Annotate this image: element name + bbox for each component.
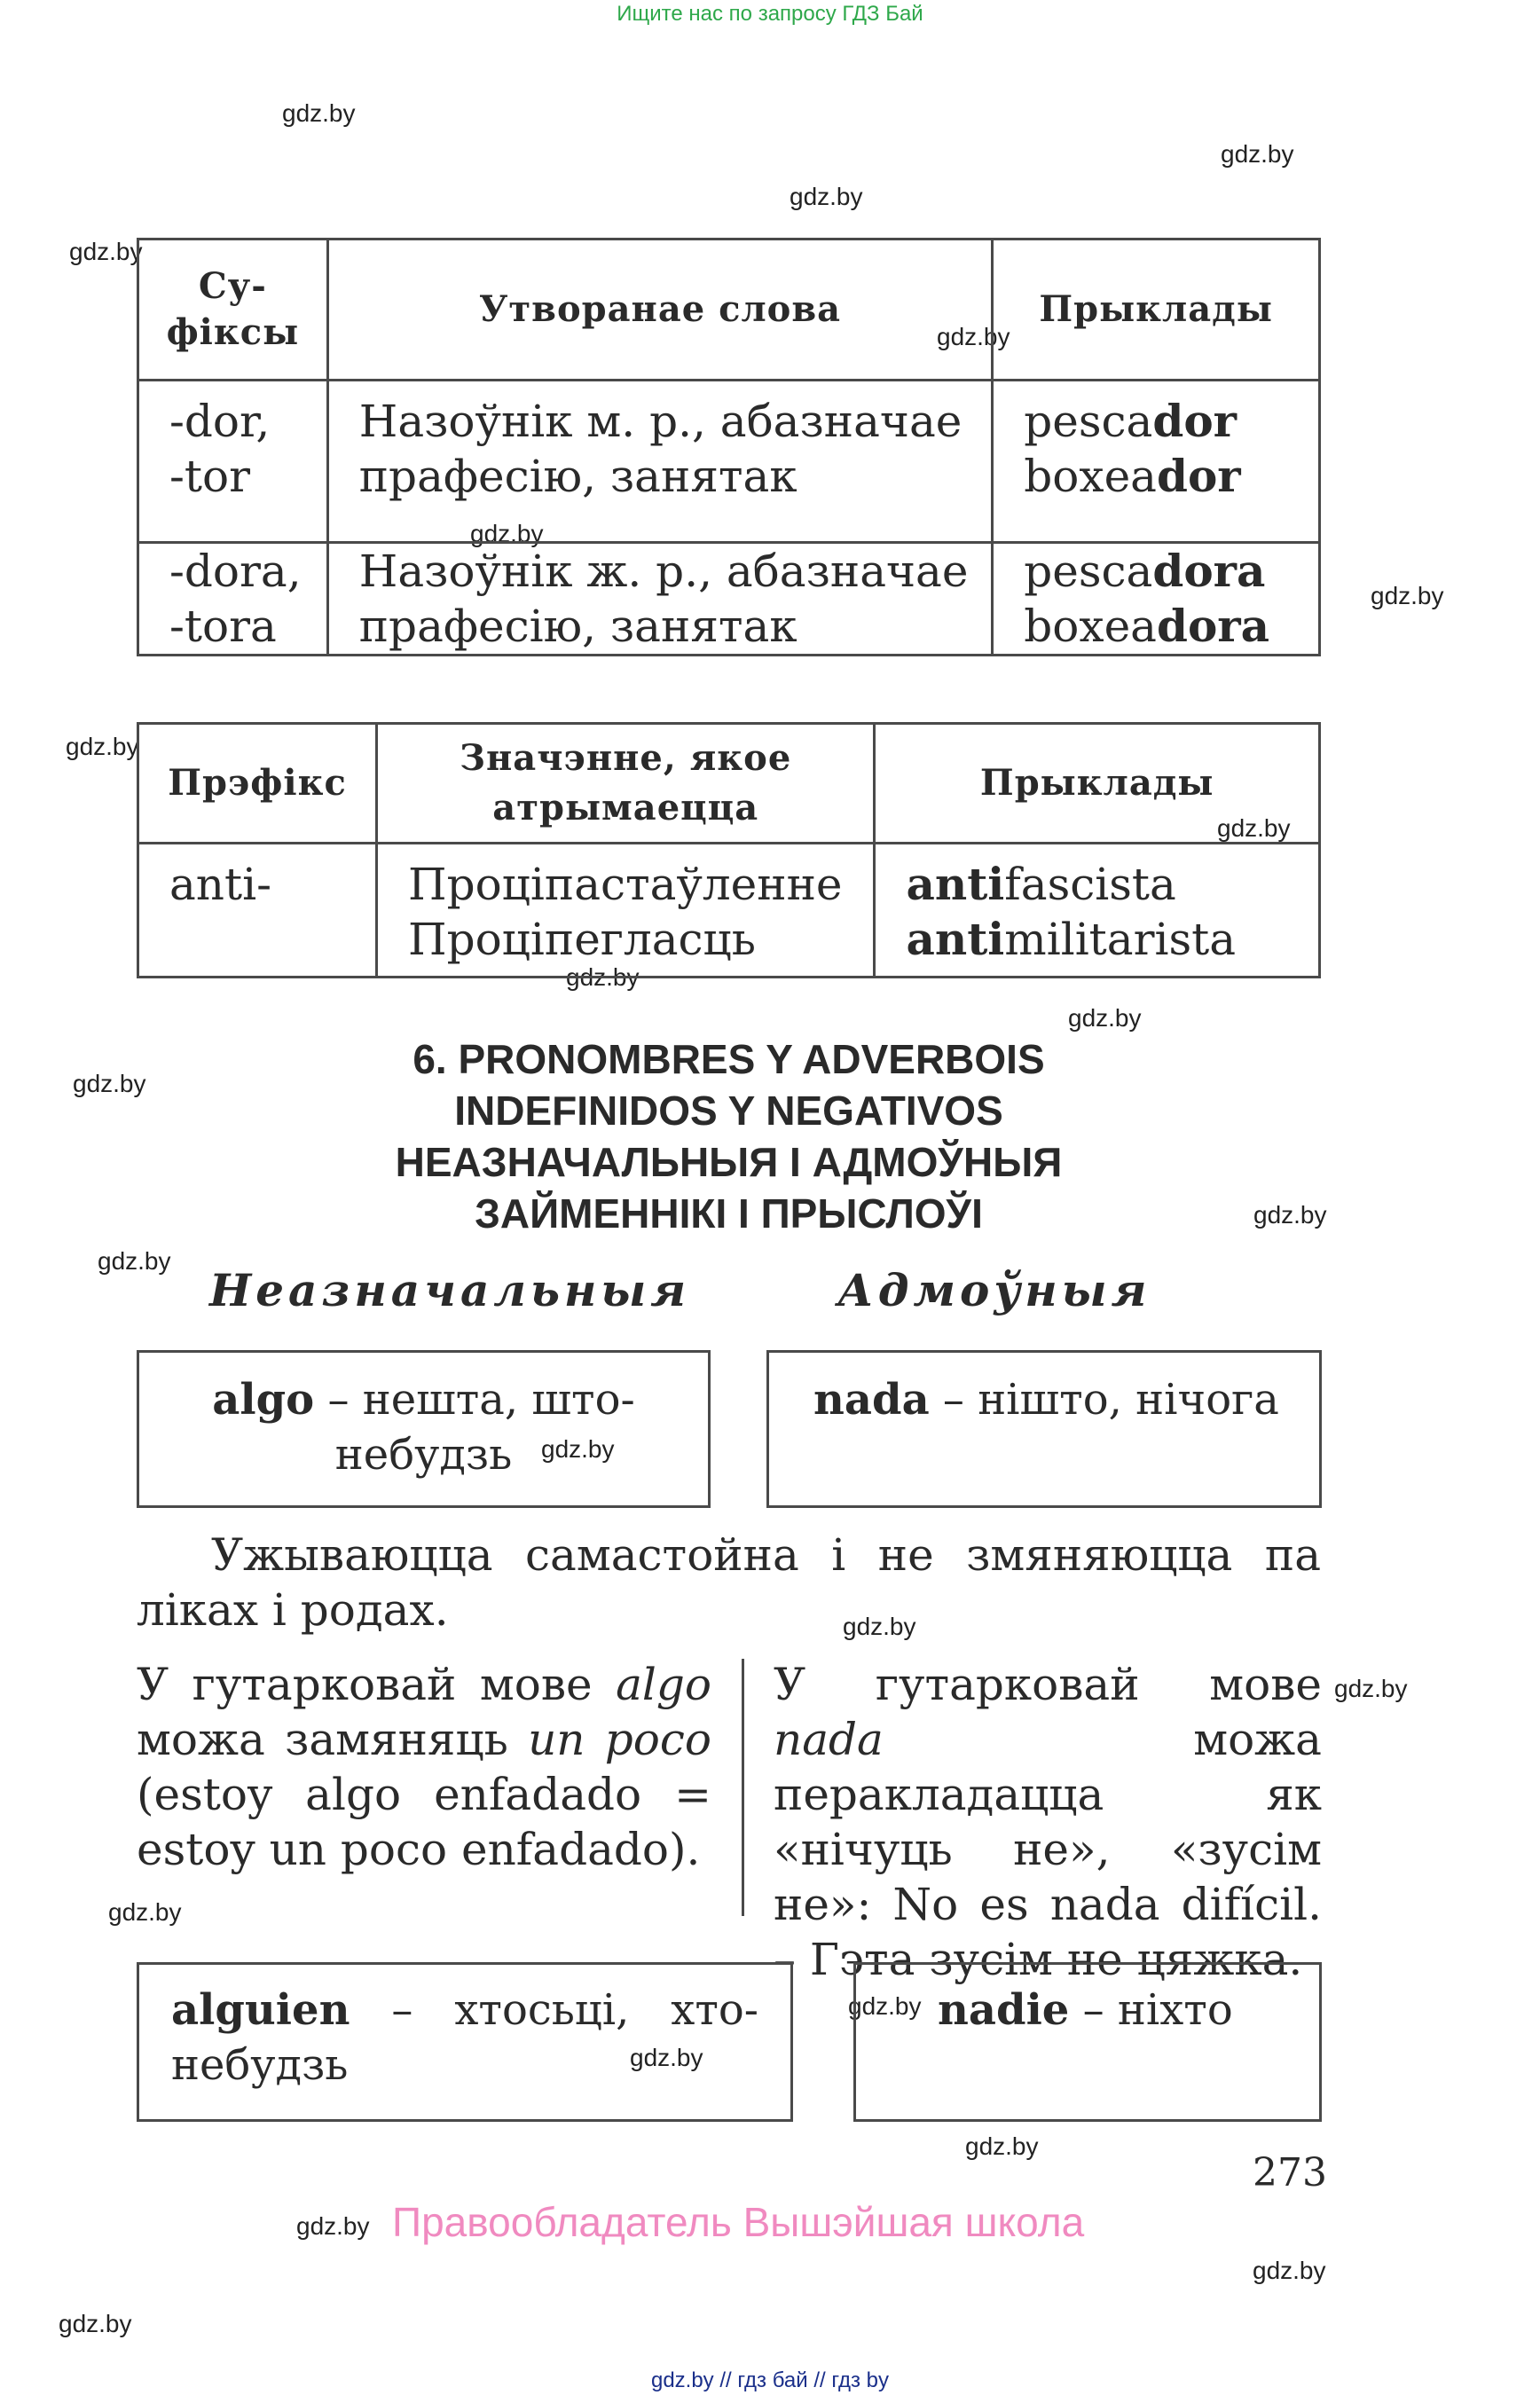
prefix-table bbox=[137, 722, 1321, 978]
watermark: gdz.by bbox=[1217, 814, 1291, 842]
watermark: gdz.by bbox=[66, 733, 139, 760]
watermark: gdz.by bbox=[1221, 140, 1294, 168]
top-banner-note: Ищите нас по запросу ГДЗ Бай bbox=[617, 2, 923, 26]
column-divider bbox=[742, 1659, 744, 1916]
alguien-box: alguien – хтосьці, хто-небудзь bbox=[137, 1962, 793, 2122]
table-header-row bbox=[138, 240, 1320, 381]
page-number: 273 bbox=[1253, 2150, 1327, 2195]
watermark: gdz.by bbox=[1253, 1201, 1327, 1229]
algo-box: algo – нешта, што- небудзь bbox=[137, 1350, 711, 1508]
watermark: gdz.by bbox=[59, 2310, 132, 2337]
table-header-row bbox=[138, 724, 1320, 844]
watermark: gdz.by bbox=[937, 323, 1010, 350]
watermark: gdz.by bbox=[630, 2044, 703, 2071]
watermark: gdz.by bbox=[1334, 1675, 1408, 1702]
column-header-examples: Прыклады bbox=[875, 724, 1320, 844]
watermark: gdz.by bbox=[470, 520, 544, 547]
table-row bbox=[138, 543, 1320, 656]
watermark: gdz.by bbox=[108, 1898, 182, 1926]
subheading-indefinite: Неазначальныя bbox=[209, 1264, 691, 1316]
watermark: gdz.by bbox=[1068, 1004, 1142, 1032]
watermark: gdz.by bbox=[98, 1247, 171, 1275]
table-row bbox=[138, 381, 1320, 543]
watermark: gdz.by bbox=[541, 1435, 615, 1463]
watermark: gdz.by bbox=[282, 99, 356, 127]
prefix-cell: anti- bbox=[138, 844, 377, 978]
watermark: gdz.by bbox=[1253, 2257, 1326, 2284]
watermark: gdz.by bbox=[1371, 582, 1444, 609]
watermark: gdz.by bbox=[848, 1992, 922, 2020]
suffix-cell: -dor, -tor bbox=[138, 381, 328, 543]
watermark: gdz.by bbox=[296, 2212, 370, 2240]
nada-usage-note: У гутарковай мове nada можа перакладацца як «нічуць не», «зусім не»: No es nada difícil. – Гэта зусім не цяжка. bbox=[774, 1659, 1322, 1985]
column-header-suffix: Су- фіксы bbox=[138, 240, 328, 381]
column-header-prefix: Прэфікс bbox=[138, 724, 377, 844]
subheading-negative: Адмоўныя bbox=[837, 1264, 1151, 1316]
meaning-cell: Назоўнік ж. р., абазначае прафесію, занятак bbox=[327, 543, 993, 656]
watermark: gdz.by bbox=[843, 1613, 916, 1640]
nadie-box: nadie – ніхто bbox=[853, 1962, 1322, 2122]
watermark: gdz.by bbox=[73, 1070, 146, 1097]
column-header-meaning: Значэнне, якое атрымаецца bbox=[377, 724, 875, 844]
suffix-table bbox=[137, 238, 1321, 656]
column-header-word: Утворанае слова bbox=[327, 240, 993, 381]
meaning-cell: Проціпастаўленне Проціпегласць bbox=[377, 844, 875, 978]
watermark: gdz.by bbox=[965, 2132, 1039, 2160]
section-title: 6. PRONOMBRES Y ADVERBOIS INDEFINIDOS Y NEGATIVOS НЕАЗНАЧАЛЬНЫЯ І АДМОЎНЫЯ ЗАЙМЕННІКІ І ПРЫСЛОЎІ bbox=[395, 1036, 1063, 1237]
watermark: gdz.by bbox=[69, 238, 143, 265]
column-header-examples: Прыклады bbox=[993, 240, 1320, 381]
table-row bbox=[138, 844, 1320, 978]
examples-cell: antifascista antimilitarista bbox=[875, 844, 1320, 978]
examples-cell: pescador boxeador bbox=[993, 381, 1320, 543]
watermark: gdz.by bbox=[790, 183, 863, 210]
meaning-cell: Назоўнік м. р., абазначае прафесію, занятак bbox=[327, 381, 993, 543]
bottom-banner-note: gdz.by // гдз бай // гдз by bbox=[650, 2368, 890, 2392]
copyright-footer: Правообладатель Вышэйшая школа bbox=[392, 2199, 1085, 2245]
suffix-cell: -dora, -tora bbox=[138, 543, 328, 656]
watermark: gdz.by bbox=[566, 963, 640, 991]
algo-usage-note: У гутарковай мове algo можа замяняць un poco (estoy algo enfadado = estoy un poco enfadado). bbox=[137, 1659, 711, 1875]
examples-cell: pescadora boxeadora bbox=[993, 543, 1320, 656]
nada-box: nada – нішто, нічога bbox=[766, 1350, 1322, 1508]
usage-paragraph: Ужываюцца самастойна і не змяняюцца па ліках і родах. bbox=[137, 1529, 1321, 1636]
